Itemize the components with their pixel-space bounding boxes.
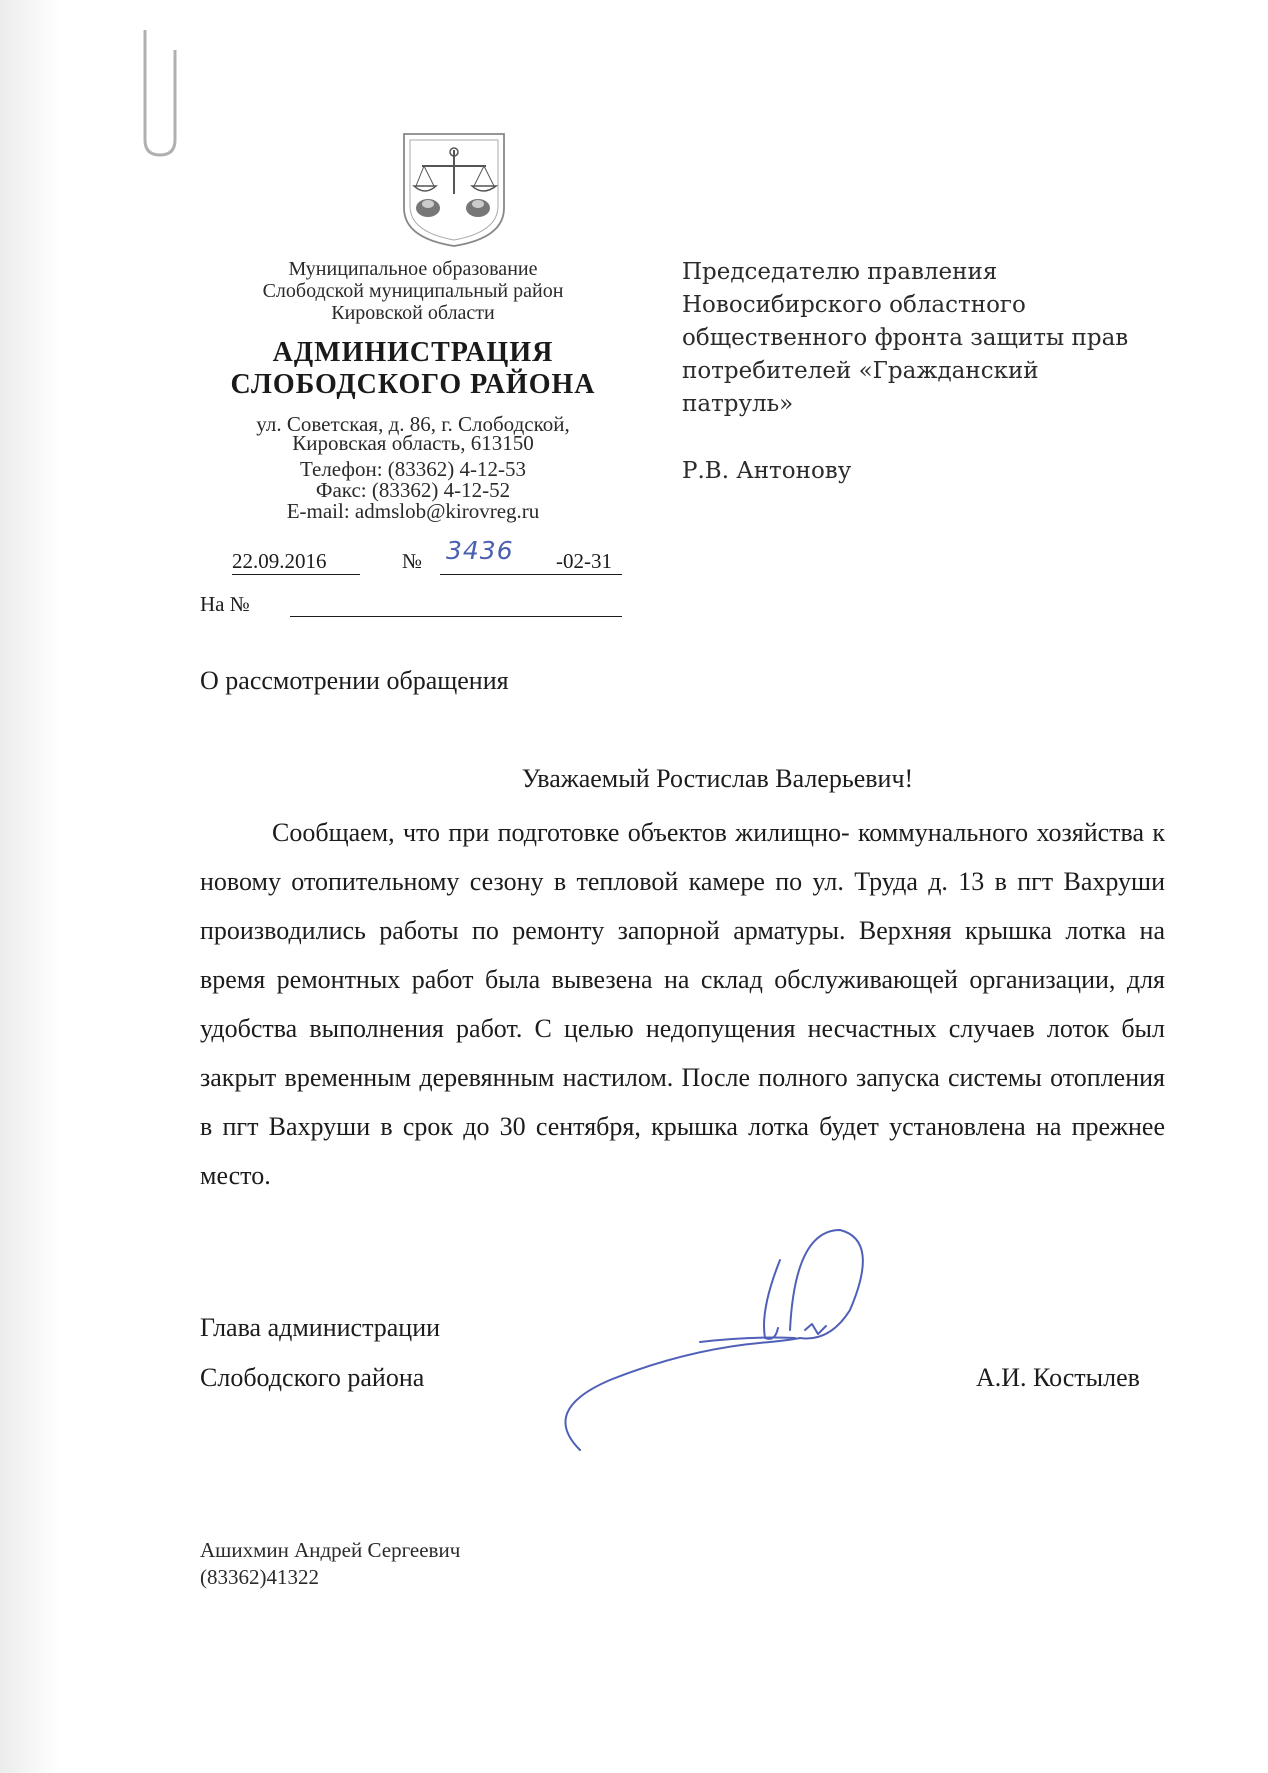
header-address-street: ул. Советская, д. 86, г. Слободской,	[256, 412, 570, 436]
header-district-line: Слободской муниципальный район	[262, 280, 564, 302]
signatory-position-1: Глава администрации	[200, 1313, 441, 1342]
header-phone: Телефон: (83362) 4-12-53	[299, 457, 527, 481]
recipient-line-4: потребителей «Гражданский	[682, 358, 1039, 384]
recipient-line-5: патруль»	[682, 391, 794, 417]
salutation: Уважаемый Ростислав Валерьевич!	[521, 764, 914, 793]
recipient-line-3: общественного фронта защиты прав	[682, 325, 1129, 351]
signatory-position-2: Слободского района	[200, 1363, 425, 1392]
recipient-name: Р.В. Антонову	[682, 458, 852, 484]
signatory-name: А.И. Костылев	[976, 1363, 1140, 1392]
scan-edge-shade	[0, 0, 60, 1773]
header-fax: Факс: (83362) 4-12-52	[315, 478, 511, 502]
recipient-line-2: Новосибирского областного	[682, 292, 1026, 318]
header-region-line: Кировской области	[331, 302, 495, 324]
number-suffix: -02-31	[556, 549, 612, 573]
paperclip-icon	[135, 30, 195, 160]
header-email: E-mail: admslob@kirovreg.ru	[286, 499, 540, 523]
letter-body: Сообщаем, что при подготовке объектов жилищно- коммунального хозяйства к новому отопительному сезону в тепловой камере по ул. Труда д. 13 в пгт Вахруши производились работы по ремонту запорной арматуры. Верхняя крышка лотка на время ремонтных работ была вывезена на склад обслуживающей организации, для удобства выполнения работ. С целью недопущения несчастных случаев лоток был закрыт временным деревянным настилом. После полного запуска системы отопления в пгт Вахруши в срок до 30 сентября, крышка лотка будет установлена на прежнее место.	[200, 818, 1165, 1190]
letter-subject: О рассмотрении обращения	[200, 666, 509, 695]
executor-name: Ашихмин Андрей Сергеевич	[200, 1538, 461, 1562]
recipient-line-1: Председателю правления	[682, 259, 998, 285]
header-title-district: СЛОБОДСКОГО РАЙОНА	[230, 369, 596, 400]
header-title-administration: АДМИНИСТРАЦИЯ	[272, 337, 554, 368]
header-municipality-line: Муниципальное образование	[288, 258, 538, 280]
handwritten-number: 3436	[446, 536, 514, 565]
reply-to-number-field	[290, 590, 622, 617]
number-sign: №	[402, 549, 423, 573]
executor-phone: (83362)41322	[200, 1565, 319, 1589]
header-address-region: Кировская область, 613150	[292, 431, 534, 455]
coat-of-arms-emblem	[400, 130, 508, 248]
reply-to-label: На №	[200, 592, 250, 616]
handwritten-signature	[550, 1080, 880, 1470]
outgoing-number-field	[440, 536, 622, 575]
outgoing-date: 22.09.2016	[232, 549, 360, 575]
